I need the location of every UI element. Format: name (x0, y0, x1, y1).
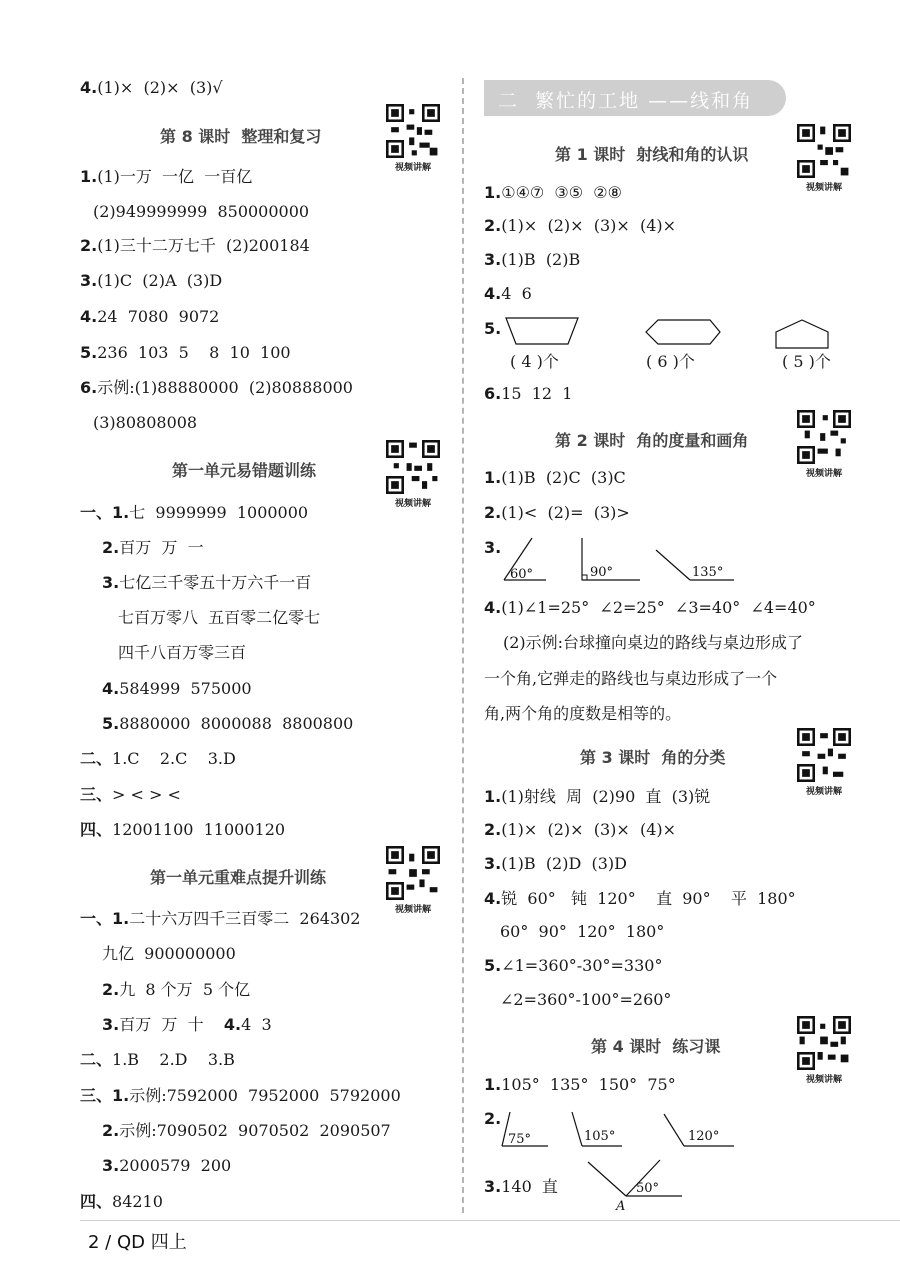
answer-text: 1.C 2.C 3.D (112, 749, 236, 768)
item-number-label: 3. (484, 538, 502, 557)
part-number: 四、 (80, 1192, 113, 1211)
qr-code-icon (386, 440, 440, 494)
qr-caption: 视频讲解 (805, 787, 842, 797)
answer-row (484, 249, 580, 271)
column-divider (462, 78, 464, 1213)
answer-text: 1.B 2.D 3.B (112, 1050, 235, 1069)
qr-code[interactable] (797, 410, 851, 479)
item-number: 1. (484, 183, 502, 202)
qr-code-icon (797, 124, 851, 178)
answer-text: (1)× (2)× (3)√ (97, 78, 223, 97)
answer-row (80, 342, 291, 364)
qr-code[interactable] (797, 1016, 851, 1085)
item-number: 3. (80, 271, 98, 290)
section-title: 第 4 课时 练习课 (591, 1037, 721, 1056)
quadrilateral-shape (506, 318, 578, 344)
answer-text: (1)× (2)× (3)× (4)× (501, 820, 677, 839)
item-number: 2. (80, 236, 98, 255)
answer-row (80, 377, 353, 399)
part-number: 一、 (80, 909, 113, 928)
angle-label: 120° (688, 1129, 720, 1144)
item-number: 1. (112, 503, 130, 522)
item-number: 4. (223, 1015, 242, 1034)
qr-code[interactable] (797, 728, 851, 797)
answer-row (80, 502, 308, 524)
item-number (484, 537, 501, 559)
answer-text: 4 3 (241, 1015, 272, 1034)
answer-row (80, 1085, 401, 1107)
item-number: 4. (80, 307, 98, 326)
answer-text: 示例:7090502 9070502 2090507 (119, 1121, 391, 1140)
answer-row (102, 1014, 272, 1036)
point-label: A (616, 1199, 626, 1214)
answer-text: 84210 (112, 1192, 163, 1211)
angle-label: 135° (692, 565, 724, 580)
answer-text: (1)< (2)= (3)> (501, 503, 630, 522)
answer-text: 60° 90° 120° 180° (500, 922, 665, 941)
item-number: 2. (102, 538, 120, 557)
section-title: 第一单元易错题训练 (172, 461, 317, 480)
item-number: 6. (80, 378, 98, 397)
answer-row (484, 215, 676, 237)
answer-text: 2000579 200 (119, 1156, 232, 1175)
answer-row (80, 748, 236, 770)
answer-text: (1)× (2)× (3)× (4)× (501, 216, 677, 235)
footer-rule (80, 1220, 900, 1221)
answer-text: (1)一万 一亿 一百亿 (97, 167, 253, 186)
answer-row (80, 1049, 235, 1071)
item-number: 5. (484, 956, 502, 975)
answer-row (484, 1074, 676, 1096)
answer-text: > < > < (112, 785, 181, 804)
answer-row (102, 537, 204, 559)
item-number: 3. (102, 1156, 120, 1175)
section-title: 第 8 课时 整理和复习 (160, 127, 322, 146)
item-number: 3. (484, 250, 502, 269)
part-number: 四、 (80, 820, 113, 839)
answer-row (484, 888, 796, 910)
polygon-figures (498, 312, 838, 352)
item-number: 1. (112, 909, 130, 928)
angle-drawings-2 (498, 1108, 748, 1152)
item-number: 4. (484, 598, 502, 617)
answer-text: 二十六万四千三百零二 264302 (129, 909, 361, 928)
item-number: 1. (484, 468, 502, 487)
chapter-title: 二 繁忙的工地 ——线和角 (498, 90, 754, 112)
answer-text: 示例:(1)88880000 (2)80888000 (97, 378, 353, 397)
item-number: 5. (102, 714, 120, 733)
item-number-label: 2. (484, 1109, 502, 1128)
qr-caption: 视频讲解 (805, 1075, 842, 1085)
item-number: 1. (484, 787, 502, 806)
answer-text: (1)B (2)D (3)D (501, 854, 627, 873)
answer-row (80, 1191, 163, 1213)
answer-row (484, 597, 816, 619)
answer-text: (1)射线 周 (2)90 直 (3)锐 (501, 787, 711, 806)
count-answer: ( 5 )个 (782, 352, 831, 371)
qr-code-icon (797, 728, 851, 782)
item-number: 3. (484, 854, 502, 873)
answer-row (484, 1176, 558, 1198)
answer-row (80, 784, 181, 806)
count-answer: ( 6 )个 (646, 352, 695, 371)
angle-label: 105° (584, 1129, 616, 1144)
answer-text: 角,两个角的度数是相等的。 (484, 704, 682, 723)
answer-row (80, 306, 219, 328)
answer-row (484, 786, 710, 808)
answer-text: 12001100 11000120 (112, 820, 286, 839)
chapter-banner (484, 80, 786, 116)
answer-text: (1)B (2)B (501, 250, 581, 269)
item-number: 1. (80, 167, 98, 186)
item-number-label: 5. (484, 319, 502, 338)
answer-row (484, 853, 627, 875)
answer-text: 百万 万 十 (119, 1015, 204, 1034)
item-number: 2. (102, 980, 120, 999)
section-title: 第 1 课时 射线和角的认识 (555, 145, 749, 164)
answer-text: ∠2=360°-100°=260° (500, 990, 672, 1009)
qr-code-icon (797, 410, 851, 464)
part-number: 三、 (80, 1086, 113, 1105)
answer-text: (3)80808008 (93, 413, 198, 432)
answer-text: 140 直 (501, 1177, 558, 1196)
item-number: 3. (102, 1015, 120, 1034)
answer-text: 8880000 8000088 8800800 (119, 714, 354, 733)
section-title: 第 2 课时 角的度量和画角 (555, 431, 749, 450)
answer-text: (1)B (2)C (3)C (501, 468, 626, 487)
answer-row (102, 979, 250, 1001)
answer-text: (2)示例:台球撞向桌边的路线与桌边形成了 (503, 633, 804, 652)
answer-row (102, 713, 353, 735)
qr-caption: 视频讲解 (394, 499, 431, 509)
answer-text: 236 103 5 8 10 100 (97, 343, 291, 362)
answer-row (80, 166, 252, 188)
answer-text: 百万 万 一 (119, 538, 204, 557)
page-footer: 2 / QD 四上 (88, 1232, 187, 1253)
answer-row (484, 283, 532, 305)
pentagon-shape (776, 320, 828, 348)
qr-caption: 视频讲解 (394, 905, 431, 915)
part-number: 三、 (80, 785, 113, 804)
qr-code[interactable] (386, 440, 440, 509)
qr-code[interactable] (797, 124, 851, 193)
answer-row (80, 235, 310, 257)
item-number: 2. (102, 1121, 120, 1140)
angle-label: 90° (590, 565, 614, 580)
answer-text: 一个角,它弹走的路线也与桌边形成了一个 (484, 669, 778, 688)
item-number: 4. (102, 679, 120, 698)
item-number: 2. (484, 820, 502, 839)
answer-text: (1)C (2)A (3)D (97, 271, 223, 290)
answer-row (484, 955, 662, 977)
section-title: 第 3 课时 角的分类 (580, 748, 726, 767)
angle-label: 75° (508, 1132, 532, 1147)
qr-caption: 视频讲解 (394, 163, 431, 173)
part-number: 一、 (80, 503, 113, 522)
answer-text: 584999 575000 (119, 679, 252, 698)
answer-row (102, 572, 311, 594)
answer-text: (1)∠1=25° ∠2=25° ∠3=40° ∠4=40° (501, 598, 816, 617)
section-title: 第一单元重难点提升训练 (150, 868, 327, 887)
count-answer: ( 4 )个 (510, 352, 559, 371)
answer-row (80, 270, 222, 292)
part-number: 二、 (80, 1050, 113, 1069)
item-number: 4. (484, 284, 502, 303)
qr-code[interactable] (386, 104, 440, 173)
answer-text: ∠1=360°-30°=330° (501, 956, 663, 975)
angle-drawing-3 (580, 1156, 690, 1214)
item-number: 3. (484, 1177, 502, 1196)
answer-row (80, 77, 223, 99)
angle-drawings-1 (500, 534, 740, 586)
answer-text: (1)三十二万七千 (2)200184 (97, 236, 310, 255)
answer-row (484, 502, 630, 524)
qr-caption: 视频讲解 (805, 469, 842, 479)
answer-text: 4 6 (501, 284, 532, 303)
answer-row (484, 182, 622, 204)
item-number: 2. (484, 503, 502, 522)
hexagon-shape (646, 320, 720, 344)
answer-text: 七百万零八 五百零二亿零七 (118, 608, 321, 627)
answer-row (484, 467, 626, 489)
answer-text: ①④⑦ ③⑤ ②⑧ (501, 183, 622, 202)
qr-caption: 视频讲解 (805, 183, 842, 193)
item-number: 3. (102, 573, 120, 592)
item-number: 1. (484, 1075, 502, 1094)
angle-label: 60° (510, 567, 534, 582)
answer-row (102, 1120, 391, 1142)
answer-text: 九 8 个万 5 个亿 (119, 980, 251, 999)
answer-row (80, 908, 361, 930)
item-number: 5. (80, 343, 98, 362)
qr-code[interactable] (386, 846, 440, 915)
answer-text: 15 12 1 (501, 384, 573, 403)
item-number: 2. (484, 216, 502, 235)
answer-row (484, 819, 676, 841)
answer-text: 九亿 900000000 (102, 944, 236, 963)
item-number: 4. (80, 78, 98, 97)
answer-text: 105° 135° 150° 75° (501, 1075, 676, 1094)
qr-code-icon (386, 846, 440, 900)
answer-row (484, 383, 572, 405)
part-number: 二、 (80, 749, 113, 768)
answer-row (102, 678, 252, 700)
answer-text: 四千八百万零三百 (118, 643, 247, 662)
qr-code-icon (386, 104, 440, 158)
item-number: 4. (484, 889, 502, 908)
answer-row (80, 819, 285, 841)
answer-text: 示例:7592000 7952000 5792000 (129, 1086, 401, 1105)
answer-text: (2)949999999 850000000 (93, 202, 310, 221)
item-number: 6. (484, 384, 502, 403)
answer-text: 七 9999999 1000000 (129, 503, 309, 522)
item-number: 1. (112, 1086, 130, 1105)
answer-text: 七亿三千零五十万六千一百 (119, 573, 312, 592)
answer-row (102, 1155, 231, 1177)
answer-text: 24 7080 9072 (97, 307, 220, 326)
answer-text: 锐 60° 钝 120° 直 90° 平 180° (501, 889, 796, 908)
angle-label: 50° (636, 1181, 660, 1196)
qr-code-icon (797, 1016, 851, 1070)
